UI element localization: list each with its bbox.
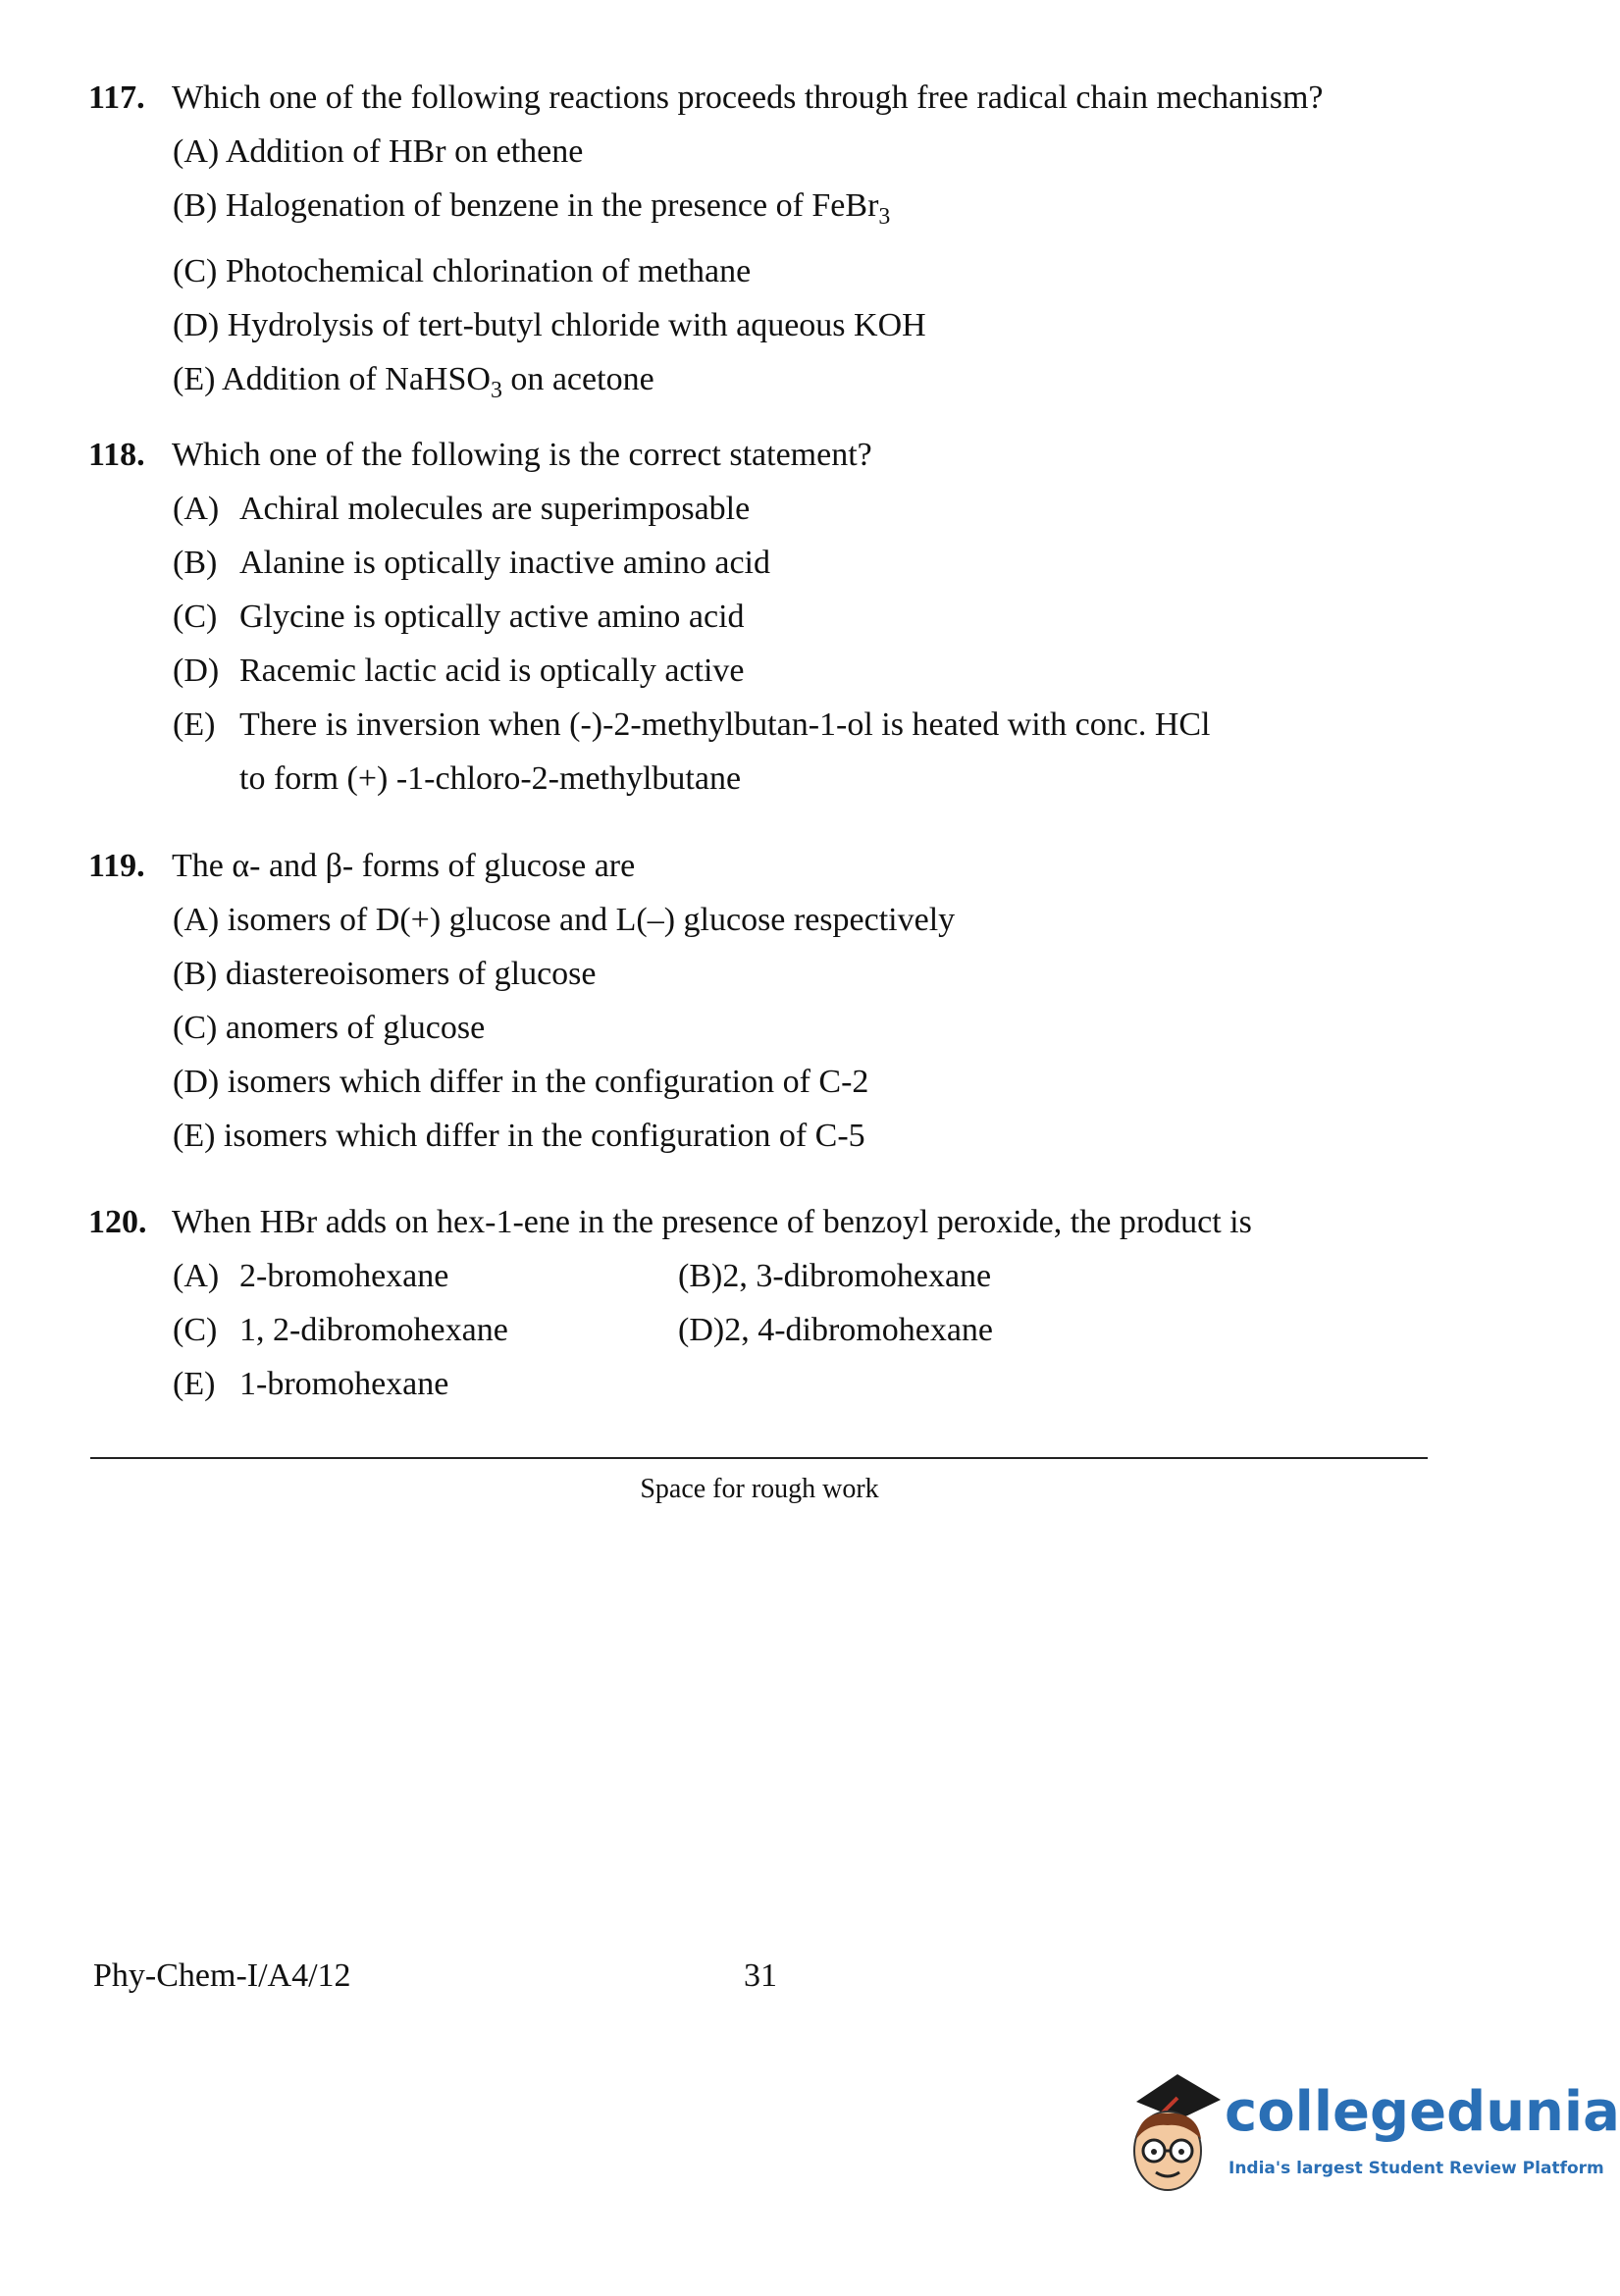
options-row-1 bbox=[88, 1249, 1462, 1303]
question-stem bbox=[88, 428, 1462, 482]
question-117 bbox=[88, 71, 1462, 418]
question-number: 118. bbox=[88, 437, 145, 473]
option-a: (A) Addition of HBr on ethene bbox=[173, 133, 584, 170]
option-a: (A) 2-bromohexane bbox=[173, 1258, 449, 1294]
option-e-continuation: to form (+) -1-chloro-2-methylbutane bbox=[239, 760, 742, 797]
page-number: 31 bbox=[744, 1957, 777, 1994]
option-c: (C) anomers of glucose bbox=[173, 1010, 486, 1046]
question-120 bbox=[88, 1195, 1462, 1411]
question-number: 117. bbox=[88, 79, 145, 116]
options-row-3 bbox=[88, 1357, 1462, 1411]
question-text: Which one of the following reactions proceeds through free radical chain mechanism? bbox=[172, 79, 1324, 116]
option-d: (D) Racemic lactic acid is optically active bbox=[173, 652, 745, 689]
option-e: (E) isomers which differ in the configuration of C-5 bbox=[173, 1118, 865, 1154]
option-e: (E) 1-bromohexane bbox=[173, 1366, 449, 1402]
question-text: When HBr adds on hex-1-ene in the presence of benzoyl peroxide, the product is bbox=[172, 1204, 1252, 1240]
option-e: (E) There is inversion when (-)-2-methylbutan-1-ol is heated with conc. HCl bbox=[173, 706, 1211, 743]
option-e: (E) Addition of NaHSO$_3$ on acetone bbox=[173, 360, 654, 403]
question-number: 119. bbox=[88, 848, 145, 884]
question-stem bbox=[88, 1195, 1462, 1249]
collegedunia-logo bbox=[1117, 2061, 1620, 2208]
option-b: (B) Halogenation of benzene in the presence of FeBr$_3$ bbox=[173, 187, 891, 230]
question-stem bbox=[88, 71, 1462, 125]
options-row-2 bbox=[88, 1303, 1462, 1357]
rough-work-label: Space for rough work bbox=[640, 1474, 879, 1504]
option-d: (D)2, 4-dibromohexane bbox=[678, 1312, 994, 1348]
question-119 bbox=[88, 839, 1462, 1163]
question-118 bbox=[88, 428, 1462, 806]
question-stem bbox=[88, 839, 1462, 893]
paper-code: Phy-Chem-I/A4/12 bbox=[93, 1957, 351, 1994]
option-b: (B)2, 3-dibromohexane bbox=[678, 1258, 992, 1294]
option-c: (C) Photochemical chlorination of methane bbox=[173, 252, 752, 289]
option-a: (A) Achiral molecules are superimposable bbox=[173, 491, 751, 527]
logo-tagline: India's largest Student Review Platform bbox=[1228, 2159, 1604, 2178]
question-text: Which one of the following is the correct statement? bbox=[172, 437, 872, 473]
divider-rule bbox=[90, 1457, 1428, 1459]
option-b: (B) Alanine is optically inactive amino acid bbox=[173, 545, 770, 581]
option-c: (C) Glycine is optically active amino acid bbox=[173, 599, 745, 635]
mascot-icon bbox=[1117, 2061, 1225, 2208]
option-c: (C) 1, 2-dibromohexane bbox=[173, 1312, 508, 1348]
option-a: (A) isomers of D(+) glucose and L(–) glucose respectively bbox=[173, 902, 956, 938]
option-d: (D) Hydrolysis of tert-butyl chloride with aqueous KOH bbox=[173, 306, 926, 343]
option-b: (B) diastereoisomers of glucose bbox=[173, 956, 597, 992]
logo-brand: collegedunia bbox=[1225, 2080, 1620, 2144]
question-text: The α- and β- forms of glucose are bbox=[172, 848, 636, 884]
question-number: 120. bbox=[88, 1204, 147, 1240]
option-d: (D) isomers which differ in the configuration of C-2 bbox=[173, 1064, 869, 1100]
